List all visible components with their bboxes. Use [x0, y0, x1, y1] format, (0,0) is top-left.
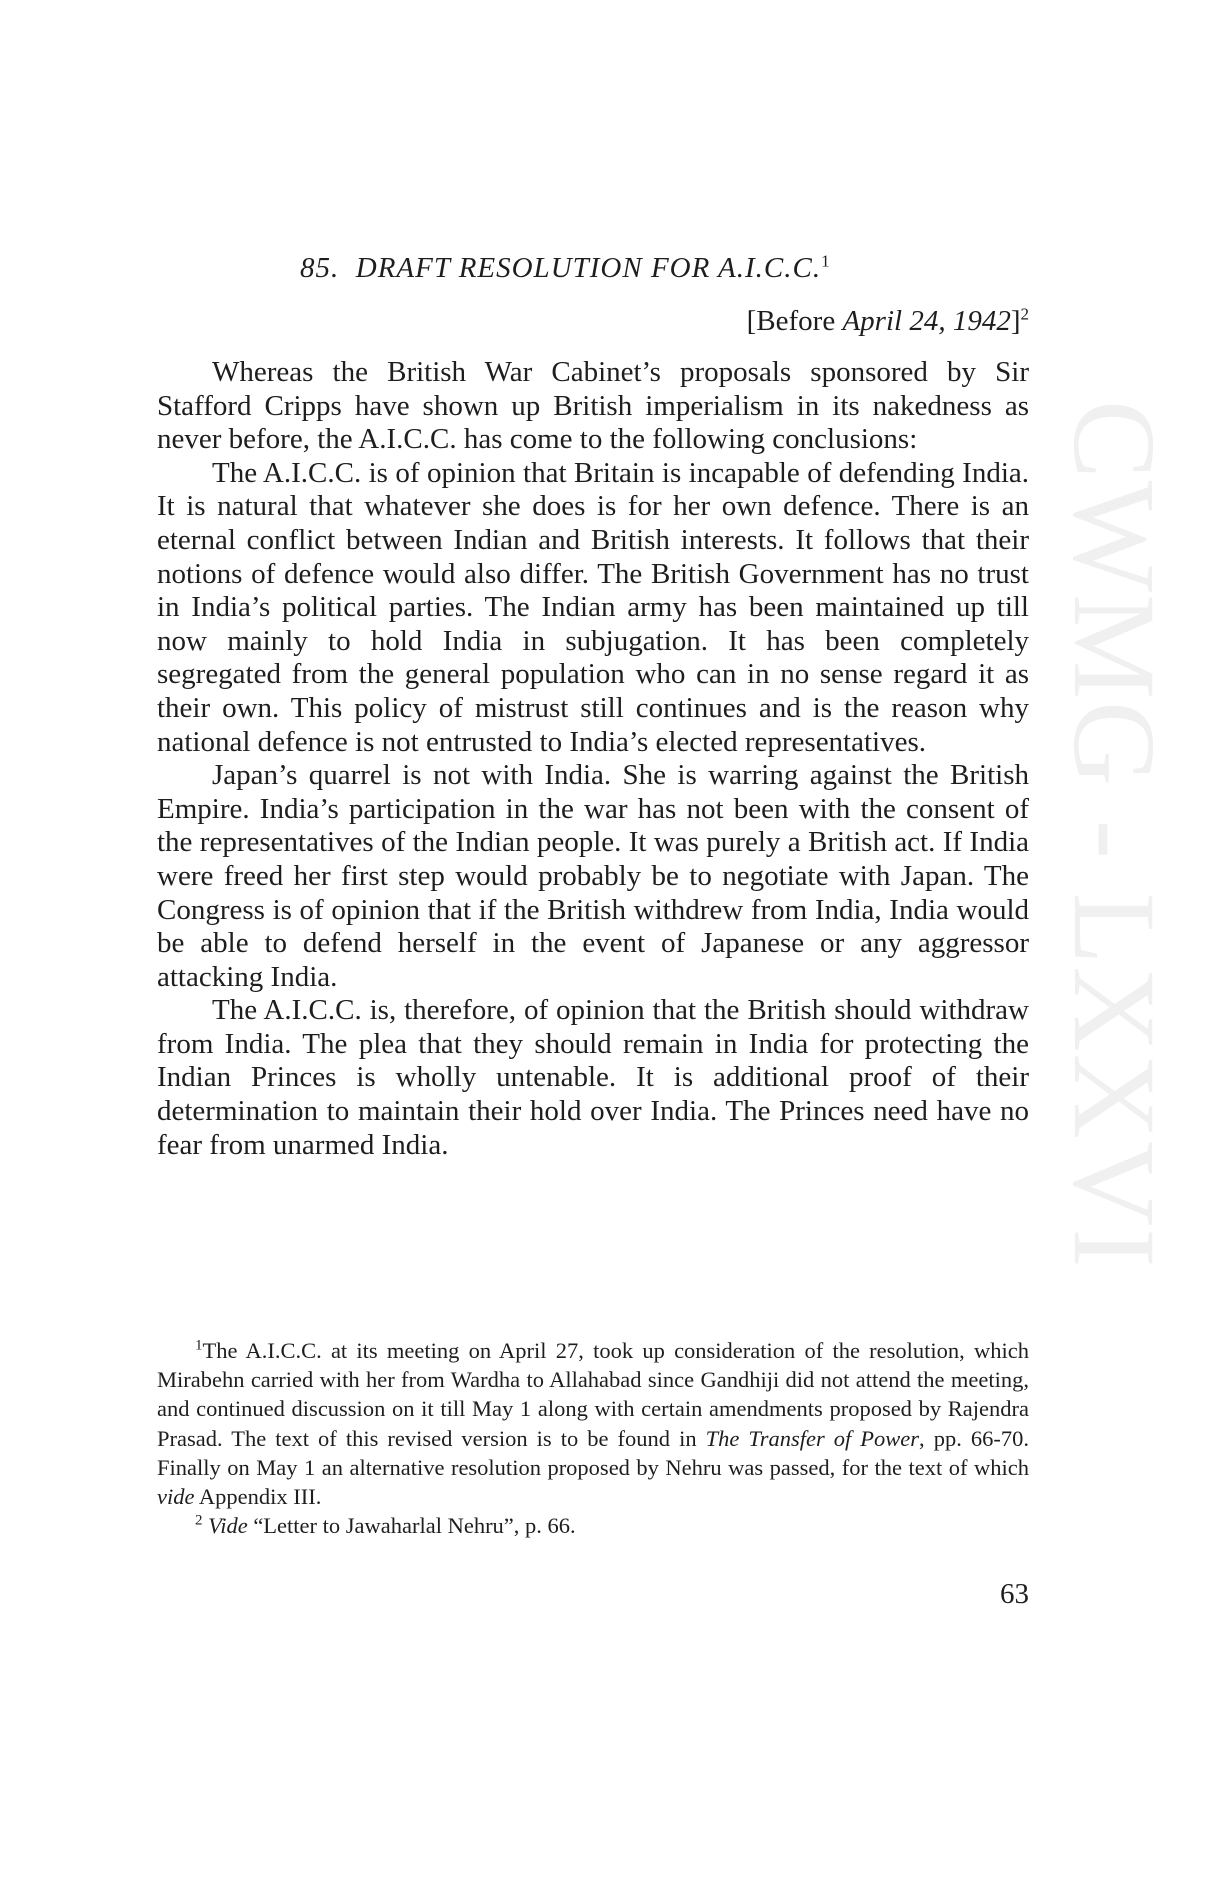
footnote-1 [157, 1336, 1029, 1511]
footnote-ref-2: 2 [1020, 304, 1029, 324]
document-number: 85. [300, 252, 340, 284]
footnote-text: “Letter to Jawaharlal Nehru”, p. 66. [247, 1513, 576, 1539]
dateline-date: April 24, 1942 [842, 305, 1011, 337]
footnote-2 [157, 1511, 1029, 1540]
footnote-text: Appendix III. [194, 1484, 322, 1510]
paragraph: The A.I.C.C. is of opinion that Britain is incapable of defending India. It is natural that whatever she does is for her own defence. There is an eternal conflict between Indian and British interests. It follows that their notions of defence would also differ. The British Government has no trust in India’s political parties. The Indian army has been maintained up till now mainly to hold India in subjugation. It has been completely segregated from the general population who can in no sense regard it as their own. This policy of mistrust still continues and is the reason why national defence is not entrusted to India’s elected representatives. [157, 456, 1029, 758]
footnote-mark: 2 [195, 1512, 203, 1529]
document-heading [300, 252, 831, 285]
footnote-ref-1: 1 [821, 251, 831, 271]
watermark-text: CWMG - LXXVI [1049, 400, 1180, 1270]
footnote-mark: 1 [195, 1337, 203, 1354]
paragraph: Whereas the British War Cabinet’s proposals sponsored by Sir Stafford Cripps have shown up British imperialism in its nakedness as never before, the A.I.C.C. has come to the following conclusions: [157, 356, 1029, 456]
dateline-suffix: ] [1010, 305, 1021, 337]
dateline-prefix: [Before [746, 305, 843, 337]
footnote-text: The A.I.C.C. at its meeting on April 27, took up consideration of the resolution, which Mirabehn carried with her from Wardha to Allahabad since Gandhiji did not attend the meeting, and continued discussion on it till May 1 along with certain amendments proposed by Rajendra Prasad. The text of this revised version is to be found in [157, 1338, 1029, 1451]
footnote-vide: vide [157, 1484, 195, 1510]
page-number: 63 [1000, 1578, 1029, 1610]
dateline [747, 305, 1029, 338]
footnotes [157, 1336, 1029, 1540]
footnote-text: , pp. 66-70. Finally on May 1 an alternative resolution proposed by Nehru was passed, for the text of which [157, 1425, 1029, 1480]
paragraph: The A.I.C.C. is, therefore, of opinion that the British should withdraw from India. The plea that they should remain in India for protecting the Indian Princes is wholly untenable. It is additional proof of their determination to maintain their hold over India. The Princes need have no fear from unarmed India. [157, 994, 1029, 1161]
document-title: DRAFT RESOLUTION FOR A.I.C.C. [355, 252, 822, 284]
footnote-vide: Vide [208, 1513, 248, 1539]
paragraph: Japan’s quarrel is not with India. She is warring against the British Empire. India’s participation in the war has not been with the consent of the representatives of the Indian people. It was purely a British act. If India were freed her first step would probably be to negotiate with Japan. The Congress is of opinion that if the British withdrew from India, India would be able to defend herself in the event of Japanese or any aggressor attacking India. [157, 759, 1029, 993]
watermark [1049, 400, 1188, 1600]
resolution-body [157, 356, 1029, 1162]
footnote-book-title: The Transfer of Power [705, 1425, 920, 1451]
